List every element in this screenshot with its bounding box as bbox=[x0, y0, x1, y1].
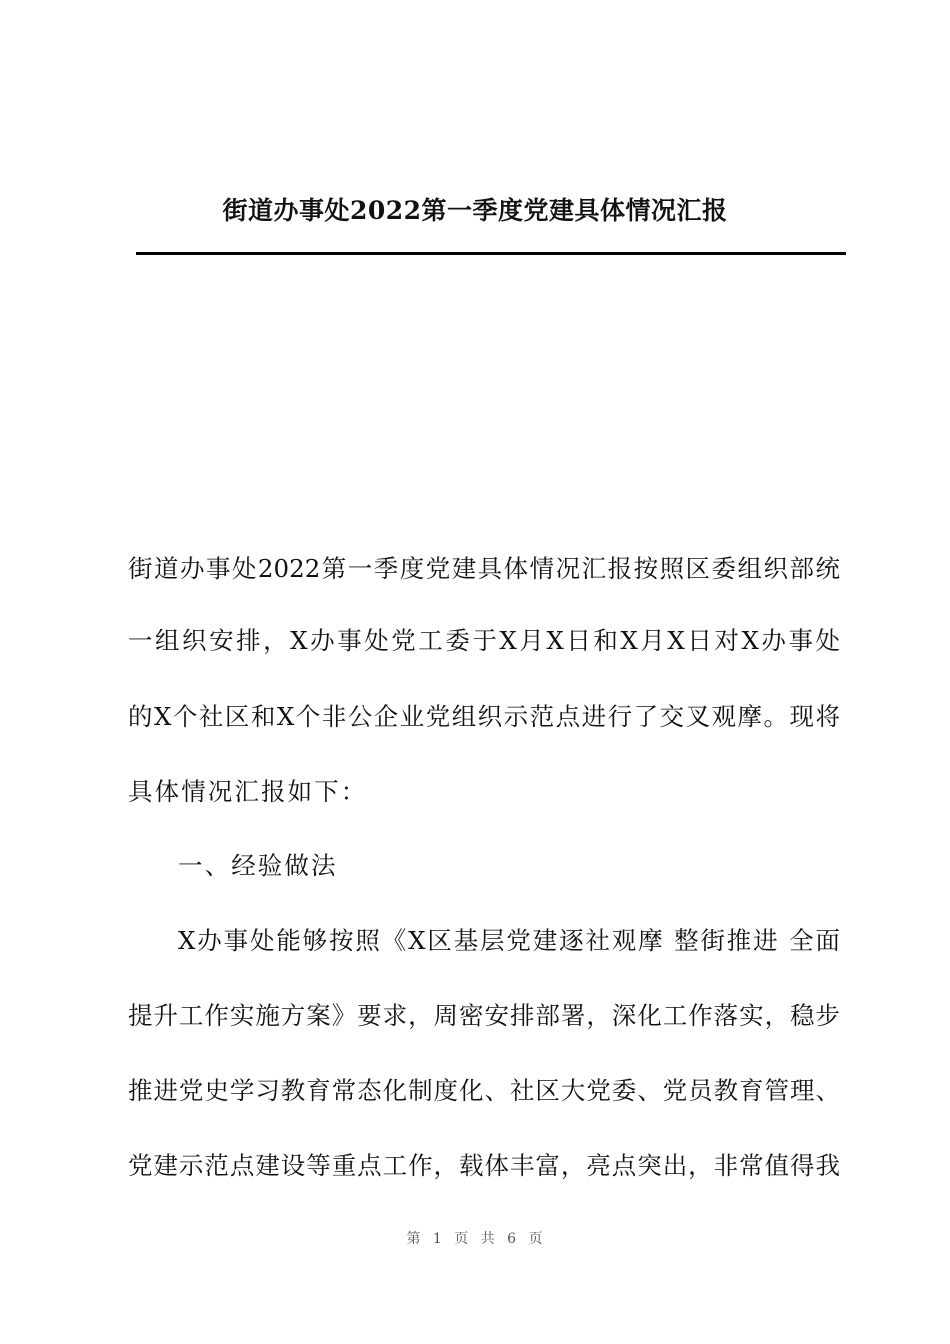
section-heading: 一、经验做法 bbox=[178, 851, 338, 880]
body-line-3: 的X个社区和X个非公企业党组织示范点进行了交叉观摩。现将 bbox=[128, 702, 840, 731]
title-divider bbox=[136, 252, 846, 255]
body-line-8: 推进党史学习教育常态化制度化、社区大党委、党员教育管理、 bbox=[128, 1076, 840, 1105]
body-line-1: 街道办事处2022第一季度党建具体情况汇报按照区委组织部统 bbox=[128, 554, 840, 583]
page-footer: 第 1 页 共 6 页 bbox=[406, 1231, 544, 1247]
body-line-2: 一组织安排，X办事处党工委于X月X日和X月X日对X办事处 bbox=[128, 626, 840, 655]
body-line-4: 具体情况汇报如下： bbox=[128, 777, 368, 806]
body-line-6: X办事处能够按照《X区基层党建逐社观摩 整街推进 全面 bbox=[178, 926, 840, 955]
body-line-9: 党建示范点建设等重点工作，载体丰富，亮点突出，非常值得我 bbox=[128, 1151, 840, 1180]
document-title: 街道办事处2022第一季度党建具体情况汇报 bbox=[222, 196, 728, 225]
body-line-7: 提升工作实施方案》要求，周密安排部署，深化工作落实，稳步 bbox=[128, 1001, 840, 1030]
